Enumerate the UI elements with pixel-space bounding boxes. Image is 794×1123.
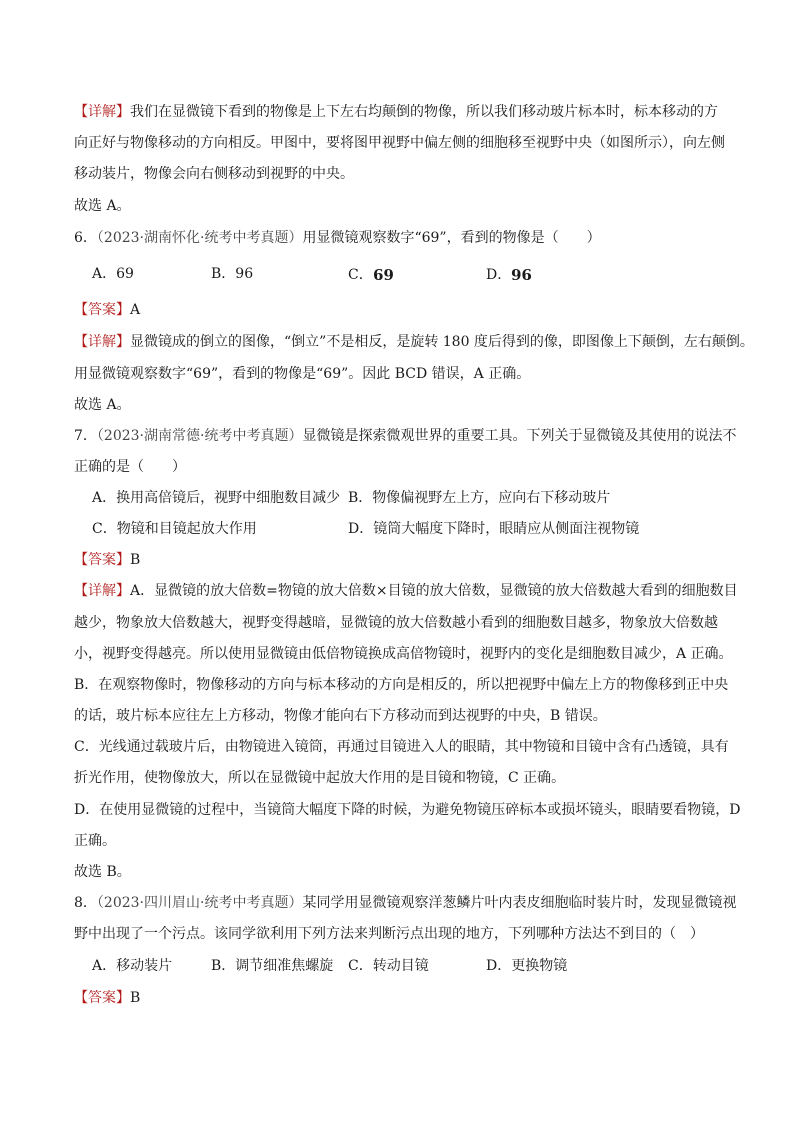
q7-detail-line-7: 折光作用，使物像放大，所以在显微镜中起放大作用的是目镜和物镜，C 正确。 xyxy=(74,770,566,786)
q7-stem-2: 正确的是（ ） xyxy=(74,459,186,475)
q6-option-a: A．69 xyxy=(92,266,134,282)
q6-answer: 【答案】A xyxy=(74,302,141,318)
q5-detail-line-1: 【详解】我们在显微镜下看到的物像是上下左右均颠倒的物像，所以我们移动玻片标本时，标本移动的方 xyxy=(74,104,718,120)
q6-option-c: C．69 xyxy=(348,265,394,283)
q7-detail-line-8: D．在使用显微镜的过程中，当镜筒大幅度下降的时候，为避免物镜压碎标本或损坏镜头，眼睛要看物镜，D xyxy=(74,802,741,818)
detail-label: 【详解】 xyxy=(74,104,130,120)
q6-option-d-rotated-digits: 96 xyxy=(511,265,533,283)
q8-option-a: A．移动装片 xyxy=(92,958,173,974)
q6-stem: 6．（2023·湖南怀化·统考中考真题）用显微镜观察数字“69”，看到的物像是（ ） xyxy=(74,230,601,246)
q6-source: （2023·湖南怀化·统考中考真题） xyxy=(96,230,303,246)
q7-detail-line-9: 正确。 xyxy=(74,833,116,849)
q6-option-c-rotated-digits: 69 xyxy=(372,265,394,283)
q7-conclusion: 故选 B。 xyxy=(74,864,131,880)
q8-option-b: B．调节细准焦螺旋 xyxy=(211,958,334,974)
q7-answer: 【答案】B xyxy=(74,552,141,568)
q8-stem: 8．（2023·四川眉山·统考中考真题）某同学用显微镜观察洋葱鳞片叶内表皮细胞临时装片时，发现显微镜视 xyxy=(74,895,737,911)
q7-detail-line-2: 越少，物象放大倍数越大，视野变得越暗，显微镜的放大倍数越小看到的细胞数目越多，物象放大倍数越 xyxy=(74,615,718,631)
q7-source: （2023·湖南常德·统考中考真题） xyxy=(96,428,303,444)
q6-conclusion: 故选 A。 xyxy=(74,397,131,413)
q8-answer: 【答案】B xyxy=(74,990,141,1006)
q8-option-d: D．更换物镜 xyxy=(486,958,568,974)
q5-conclusion: 故选 A。 xyxy=(74,198,131,214)
q5-detail-line-3: 移动装片，物像会向右侧移动到视野的中央。 xyxy=(74,166,354,182)
q6-detail-line-1: 【详解】显微镜成的倒立的图像，“倒立”不是相反，是旋转 180 度后得到的像，即图像上下颠倒，左右颠倒。 xyxy=(74,334,754,350)
q7-option-d: D．镜筒大幅度下降时，眼睛应从侧面注视物镜 xyxy=(348,521,640,537)
q6-option-b: B．96 xyxy=(211,266,254,282)
q8-stem-2: 野中出现了一个污点。该同学欲利用下列方法来判断污点出现的地方，下列哪种方法达不到目的（ ） xyxy=(74,926,704,942)
q7-option-c: C．物镜和目镜起放大作用 xyxy=(92,521,257,537)
q6-option-d: D．96 xyxy=(486,265,533,283)
q7-detail-line-1: 【详解】A．显微镜的放大倍数=物镜的放大倍数×目镜的放大倍数，显微镜的放大倍数越大看到的细胞数目 xyxy=(74,583,738,599)
q7-detail-line-5: 的话，玻片标本应往左上方移动，物像才能向右下方移动而到达视野的中央，B 错误。 xyxy=(74,708,607,724)
q7-detail-line-4: B．在观察物像时，物像移动的方向与标本移动的方向是相反的，所以把视野中偏左上方的物像移到正中央 xyxy=(74,677,729,693)
q8-source: （2023·四川眉山·统考中考真题） xyxy=(96,895,303,911)
q7-option-b: B．物像偏视野左上方，应向右下移动玻片 xyxy=(348,490,611,506)
q5-detail-line-2: 向正好与物像移动的方向相反。甲图中，要将图甲视野中偏左侧的细胞移至视野中央（如图所示），向左侧 xyxy=(74,135,725,151)
q7-detail-line-3: 小，视野变得越亮。所以使用显微镜由低倍物镜换成高倍物镜时，视野内的变化是细胞数目减少，A 正确。 xyxy=(74,646,733,662)
q7-option-a: A．换用高倍镜后，视野中细胞数目减少 xyxy=(92,490,341,506)
q7-stem: 7．（2023·湖南常德·统考中考真题）显微镜是探索微观世界的重要工具。下列关于显微镜及其使用的说法不 xyxy=(74,428,737,444)
q6-detail-line-2: 用显微镜观察数字“69”，看到的物像是“69”。因此 BCD 错误，A 正确。 xyxy=(74,366,531,382)
q8-option-c: C．转动目镜 xyxy=(348,958,429,974)
q7-detail-line-6: C．光线通过载玻片后，由物镜进入镜筒，再通过目镜进入人的眼睛，其中物镜和目镜中含有凸透镜，具有 xyxy=(74,739,729,755)
